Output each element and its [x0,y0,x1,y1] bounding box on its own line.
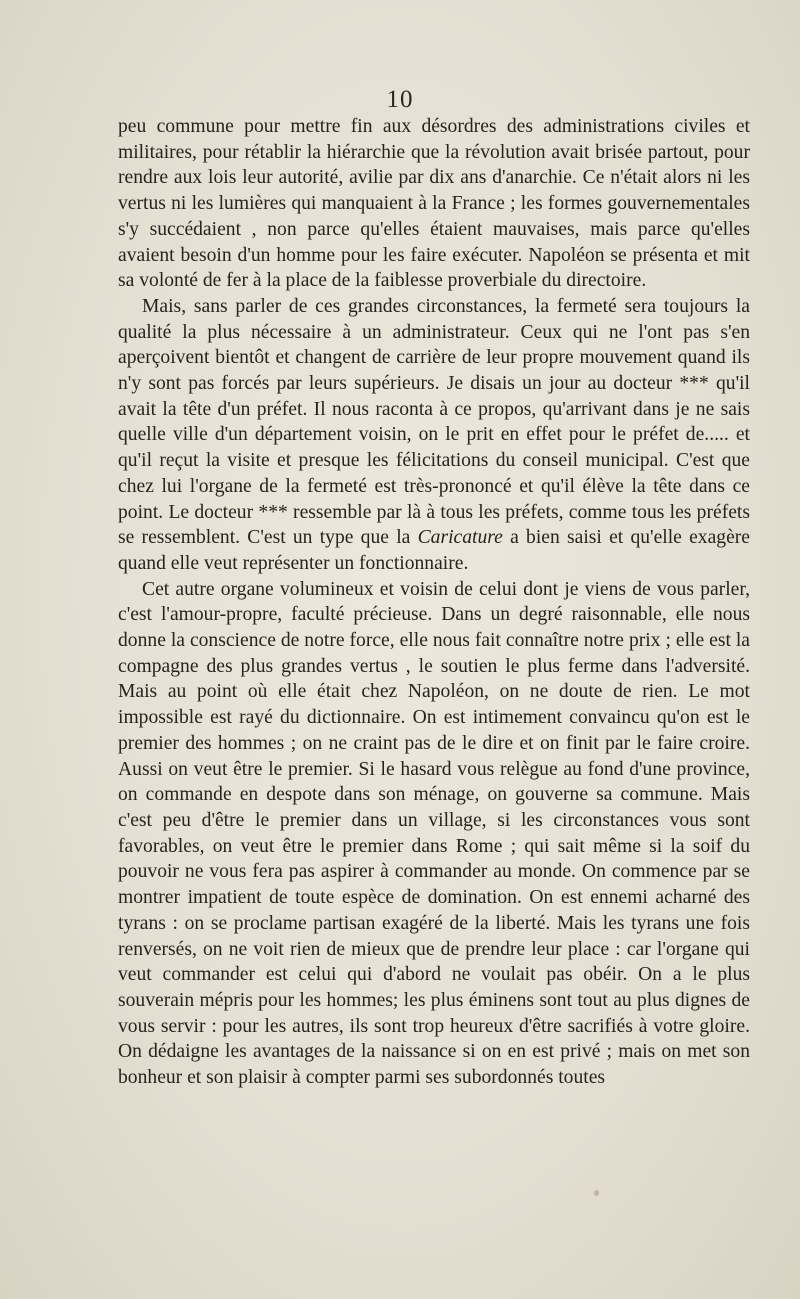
page-body [118,114,750,1091]
paragraph-continuation: peu commune pour mettre fin aux désordres des administrations civiles et militaires, pour rétablir la hiérarchie que la révolution avait brisée partout, pour rendre aux lois leur autorité, avilie par dix ans d'anarchie. Ce n'était alors ni les vertus ni les lumières qui manquaient à la France ; les formes gouvernementales s'y succédaient , non parce qu'elles étaient mauvaises, mais parce qu'elles avaient besoin d'un homme pour les faire exécuter. Napoléon se présenta et mit sa volonté de fer à la place de la faiblesse proverbiale du directoire. [118,116,750,292]
paragraph-fermete: Mais, sans parler de ces grandes circonstances, la fermeté sera toujours la qualité la plus nécessaire à un administrateur. Ceux qui ne l'ont pas s'en aperçoivent bientôt et changent de carrière de leur propre mouvement quand ils n'y sont pas forcés par leurs supérieurs. Je disais un jour au docteur *** qu'il avait la tête d'un préfet. Il nous raconta à ce propos, qu'arrivant dans je ne sais quelle ville d'un département voisin, on le prit en effet pour le préfet de..... et qu'il reçut la visite et presque les félicitations du conseil municipal. C'est que chez lui l'organe de la fermeté est très-prononcé et qu'il élève la tête dans ce point. Le docteur *** ressemble par là à tous les préfets, comme tous les préfets se ressemblent. C'est un type que la Caricature a bien saisi et qu'elle exagère quand elle veut représenter un fonctionnaire. [118,295,750,574]
page-number: 10 [386,86,414,113]
journal-title: Caricature [417,527,503,549]
paragraph-amour-propre: Cet autre organe volumineux et voisin de celui dont je viens de vous parler, c'est l'amour-propre, faculté précieuse. Dans un degré raisonnable, elle nous donne la conscience de notre force, elle nous fait connaître notre prix ; elle est la compagne des plus grandes vertus , le soutien le plus ferme dans l'adversité. Mais au point où elle était chez Napoléon, on ne doute de rien. Le mot impossible est rayé du dictionnaire. On est intimement convaincu qu'on est le premier des hommes ; on ne craint pas de le dire et on finit par le faire croire. Aussi on veut être le premier. Si le hasard vous relègue au fond d'une province, on commande en despote dans son ménage, on gouverne sa commune. Mais c'est peu d'être le premier dans un village, si les circonstances vous sont favorables, on veut être le premier dans Rome ; qui sait même si la soif du pouvoir ne vous fera pas aspirer à commander au monde. On commence par se montrer impatient de toute espèce de domination. On est ennemi acharné des tyrans : on se proclame partisan exagéré de la liberté. Mais les tyrans une fois renversés, on ne voit rien de mieux que de prendre leur place : car l'organe qui veut commander est celui qui d'abord ne voulait pas obéir. On a le plus souverain mépris pour les hommes; les plus éminens sont tout au plus dignes de vous servir : pour les autres, ils sont trop heureux d'être sacrifiés à votre gloire. On dédaigne les avantages de la naissance si on en est privé ; mais on met son bonheur et son plaisir à compter parmi ses subordonnés toutes [118,578,750,1089]
paper-stain [594,1190,599,1196]
